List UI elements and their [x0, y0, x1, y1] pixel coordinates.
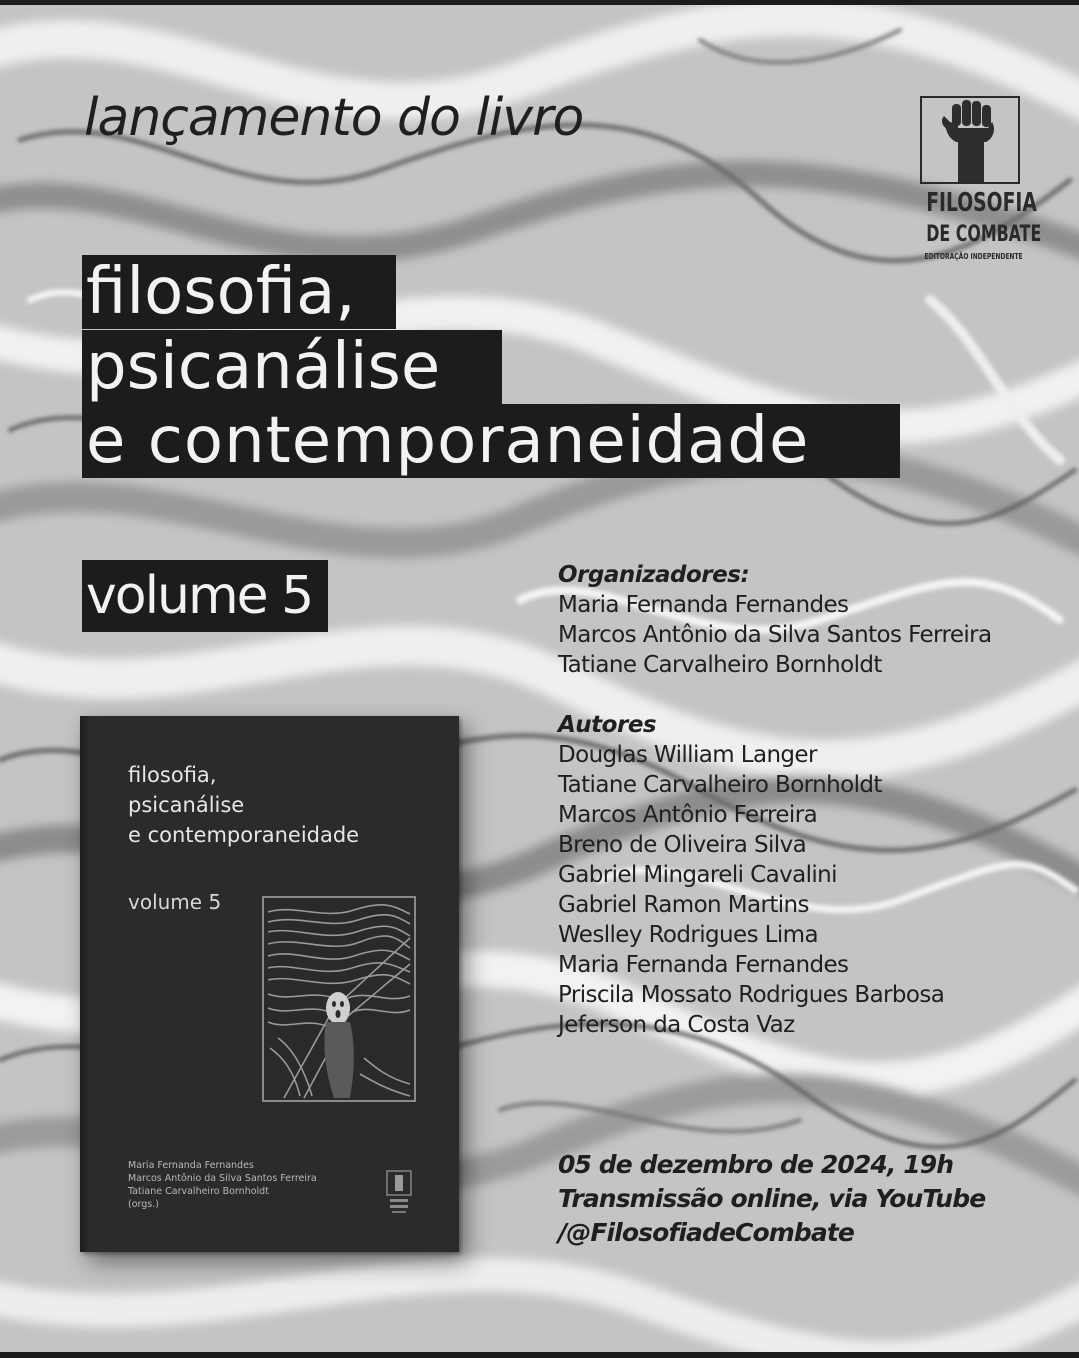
author-name: Maria Fernanda Fernandes	[558, 952, 849, 978]
poster-title-line-3: e contemporaneidade	[82, 404, 900, 478]
book-volume: volume 5	[128, 890, 222, 914]
publisher-name-line-2: DE COMBATE	[926, 222, 1042, 247]
event-date: 05 de dezembro de 2024, 19h	[558, 1150, 954, 1179]
book-cover	[80, 716, 459, 1252]
author-name: Jeferson da Costa Vaz	[558, 1012, 795, 1038]
author-name: Tatiane Carvalheiro Bornholdt	[558, 772, 882, 798]
organizer-name: Marcos Antônio da Silva Santos Ferreira	[558, 622, 992, 648]
top-border	[0, 0, 1079, 5]
raised-fist-icon	[920, 96, 1020, 184]
book-title-line-1: filosofia,	[128, 763, 217, 787]
event-details	[558, 1148, 1068, 1250]
publisher-name-line-1: FILOSOFIA	[926, 188, 1037, 218]
book-organizers-suffix: (orgs.)	[128, 1199, 159, 1210]
scream-engraving-icon	[262, 896, 416, 1102]
book-publisher-logo-icon	[386, 1170, 412, 1214]
author-name: Priscila Mossato Rodrigues Barbosa	[558, 982, 945, 1008]
bottom-border	[0, 1352, 1079, 1358]
book-spine-shade	[80, 716, 90, 1252]
book-organizer-name: Maria Fernanda Fernandes	[128, 1160, 254, 1171]
event-channel: /@FilosofiadeCombate	[558, 1218, 854, 1247]
organizer-name: Maria Fernanda Fernandes	[558, 592, 849, 618]
book-organizers	[128, 1159, 317, 1211]
event-broadcast: Transmissão online, via YouTube	[558, 1184, 986, 1213]
authors-heading: Autores	[558, 712, 657, 738]
author-name: Gabriel Mingareli Cavalini	[558, 862, 837, 888]
poster-title-line-2: psicanálise	[82, 330, 502, 404]
credits-block	[558, 560, 1058, 1040]
book-title-line-2: psicanálise	[128, 793, 245, 817]
author-name: Gabriel Ramon Martins	[558, 892, 809, 918]
poster-title-line-1: filosofia,	[82, 255, 396, 329]
author-name: Breno de Oliveira Silva	[558, 832, 807, 858]
author-name: Weslley Rodrigues Lima	[558, 922, 818, 948]
publisher-tagline: EDITORAÇÃO INDEPENDENTE	[924, 252, 1023, 261]
author-name: Marcos Antônio Ferreira	[558, 802, 818, 828]
book-title-line-3: e contemporaneidade	[128, 823, 360, 847]
poster-kicker: lançamento do livro	[84, 88, 584, 148]
book-organizer-name: Tatiane Carvalheiro Bornholdt	[128, 1186, 269, 1197]
author-name: Douglas William Langer	[558, 742, 817, 768]
poster-volume: volume 5	[82, 560, 328, 632]
book-title	[128, 760, 359, 850]
organizer-name: Tatiane Carvalheiro Bornholdt	[558, 652, 882, 678]
organizers-heading: Organizadores:	[558, 562, 750, 588]
publisher-logo	[910, 92, 1042, 272]
book-organizer-name: Marcos Antônio da Silva Santos Ferreira	[128, 1173, 317, 1184]
